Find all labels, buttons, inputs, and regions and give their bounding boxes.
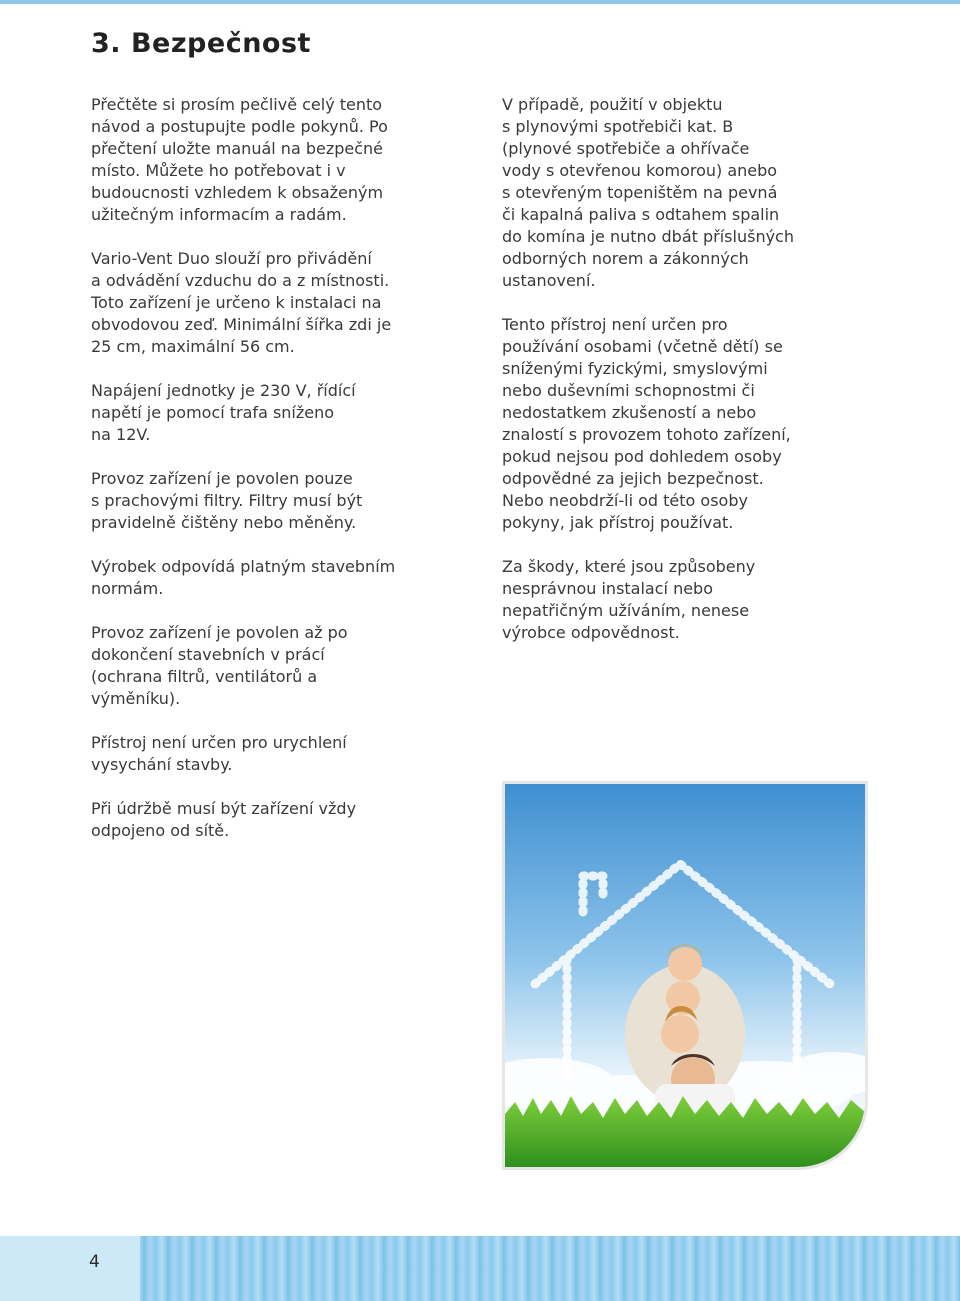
footer-band (0, 1236, 960, 1301)
paragraph-liability: Za škody, které jsou způsobeny nesprávnou instalací nebo nepatřičným užíváním, nenese výrobce odpovědnost. (502, 557, 756, 642)
paragraph-gas-appliances: V případě, použití v objektu s plynovými spotřebiči kat. B (plynové spotřebiče a ohřívače vody s otevřenou komorou) anebo s otevřeným topeništěm na pevná či kapalná paliva s odtahem spalin do komína je nutno dbát příslušných odborných norem a zákonných ustanovení. (502, 95, 794, 290)
right-column (502, 94, 812, 666)
paragraph-construction-finished: Provoz zařízení je povolen až po dokončení stavebních v prácí (ochrana filtrů, ventilátorů a výměníku). (91, 623, 348, 708)
footer-band-left (0, 1236, 140, 1301)
left-column (91, 94, 421, 864)
family-house-photo (502, 781, 868, 1170)
paragraph-maintenance: Při údržbě musí být zařízení vždy odpojeno od sítě. (91, 799, 357, 840)
paragraph-building-norms: Výrobek odpovídá platným stavebním normám. (91, 557, 396, 598)
page-number: 4 (89, 1252, 100, 1272)
paragraph-drying: Přístroj není určen pro urychlení vysychání stavby. (91, 733, 347, 774)
paragraph-power-supply: Napájení jednotky je 230 V, řídící napětí je pomocí trafa sníženo na 12V. (91, 381, 356, 444)
photo-illustration (505, 784, 865, 1167)
paragraph-filters: Provoz zařízení je povolen pouze s prachovými filtry. Filtry musí být pravidelně čištěny nebo měněny. (91, 469, 363, 532)
paragraph-persons-restriction: Tento přístroj není určen pro používání osobami (včetně dětí) se sníženými fyzickými, smyslovými nebo duševními schopnostmi či nedostatkem zkušeností a nebo znalostí s provozem tohoto zařízení, pokud nejsou pod dohledem osoby odpovědné za jejich bezpečnost. Nebo neobdrží-li od této osoby pokyny, jak přístroj používat. (502, 315, 791, 532)
page-title: 3. Bezpečnost (91, 28, 311, 59)
paragraph-read-manual: Přečtěte si prosím pečlivě celý tento návod a postupujte podle pokynů. Po přečtení uložte manuál na bezpečné místo. Můžete ho potřebovat i v budoucnosti vzhledem k obsaženým užitečným informacím a radám. (91, 95, 388, 224)
top-rule (0, 0, 960, 4)
paragraph-device-purpose: Vario-Vent Duo slouží pro přivádění a odvádění vzduchu do a z místnosti. Toto zařízení je určeno k instalaci na obvodovou zeď. Minimální šířka zdi je 25 cm, maximální 56 cm. (91, 249, 392, 356)
